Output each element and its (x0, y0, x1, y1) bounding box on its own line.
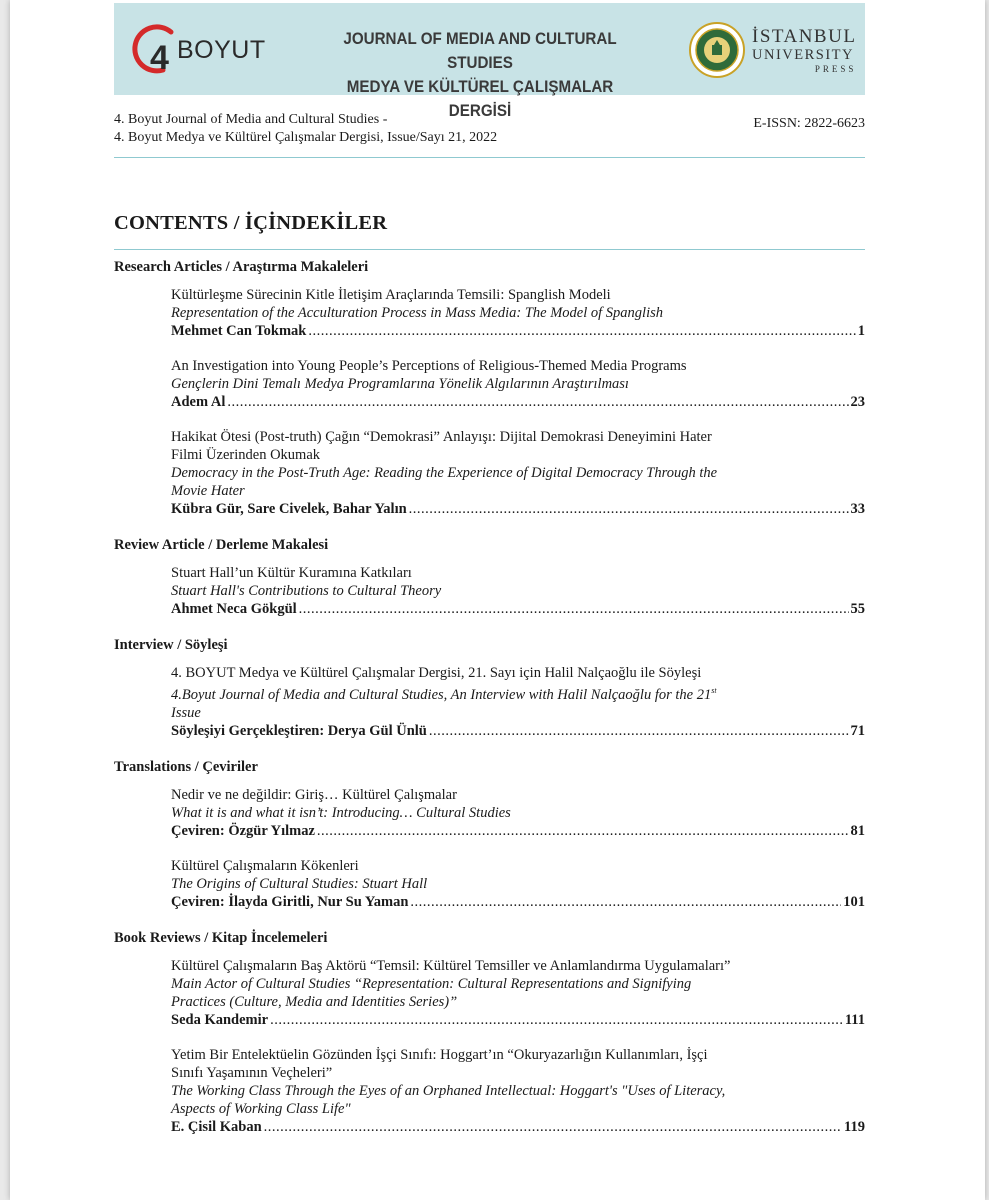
toc-entry[interactable] (171, 957, 865, 1029)
dot-leader (429, 722, 849, 740)
contents-title: CONTENTS / İÇİNDEKİLER (114, 212, 388, 234)
entry-page-number: 81 (850, 822, 865, 839)
entry-translation-text: Representation of the Acculturation Process in Mass Media: The Model of Spanglish (171, 305, 663, 321)
header-divider (114, 157, 865, 158)
entry-author-line (171, 500, 865, 518)
entry-translation (171, 1082, 865, 1100)
entry-translation (171, 304, 865, 322)
entry-translation-text: The Origins of Cultural Studies: Stuart Hall (171, 875, 428, 892)
entry-page-number: 71 (850, 722, 865, 739)
logo-numeral: 4 (150, 39, 169, 75)
entry-title: Kültürel Çalışmaların Kökenleri (171, 857, 359, 874)
journal-title (319, 27, 641, 123)
entry-author-line (171, 722, 865, 740)
entry-translation (171, 804, 865, 822)
dot-leader (299, 600, 849, 618)
entry-author-line (171, 893, 865, 911)
entry-translation-text: Democracy in the Post-Truth Age: Reading the Experience of Digital Democracy Through the (171, 465, 718, 481)
entry-authors: Adem Al (171, 394, 226, 410)
dot-leader (227, 393, 848, 411)
entry-author-line (171, 600, 865, 618)
journal-title-tr: MEDYA VE KÜLTÜREL ÇALIŞMALAR DERGİSİ (346, 78, 614, 120)
journal-title-en: JOURNAL OF MEDIA AND CULTURAL STUDIES (343, 30, 617, 72)
section-title: Book Reviews / Kitap İncelemeleri (114, 929, 328, 946)
entry-authors: Çeviren: İlayda Giritli, Nur Su Yaman (171, 893, 409, 910)
entry-page-number: 23 (850, 394, 865, 410)
entry-authors: Ahmet Neca Gökgül (171, 601, 297, 617)
entry-translation-text: What it is and what it isn’t: Introducing… Cultural Studies (171, 804, 511, 821)
entry-translation-text: Practices (Culture, Media and Identities Series)” (171, 993, 458, 1010)
entry-page-number: 55 (850, 601, 865, 617)
entry-title: 4. BOYUT Medya ve Kültürel Çalışmalar Dergisi, 21. Sayı için Halil Nalçaoğlu ile Söyleşi (171, 665, 702, 681)
ordinal-superscript: st (711, 686, 717, 695)
entry-title: Hakikat Ötesi (Post-truth) Çağın “Demokrasi” Anlayışı: Dijital Demokrasi Deneyimini Hater (171, 429, 712, 445)
entry-authors: Mehmet Can Tokmak (171, 323, 307, 339)
entry-translation-text: Issue (171, 704, 201, 721)
entry-author-line (171, 322, 865, 340)
entry-translation (171, 704, 865, 722)
contents-divider (114, 249, 865, 250)
dot-leader (270, 1011, 843, 1029)
press-line-1: İSTANBUL (752, 26, 857, 47)
entry-page-number: 1 (857, 323, 865, 339)
toc-entry[interactable] (171, 357, 865, 411)
entry-page-number: 101 (843, 893, 865, 910)
entry-translation (171, 975, 865, 993)
entry-title: Kültürleşme Sürecinin Kitle İletişim Araçlarında Temsili: Spanglish Modeli (171, 287, 611, 303)
entry-author-line (171, 393, 865, 411)
running-head (114, 111, 497, 147)
section-title: Review Article / Derleme Makalesi (114, 537, 329, 553)
entry-title: Stuart Hall’un Kültür Kuramına Katkıları (171, 565, 412, 581)
entry-translation-text: Main Actor of Cultural Studies “Representation: Cultural Representations and Signifying (171, 975, 692, 992)
dot-leader (264, 1118, 842, 1136)
entry-title: Nedir ve ne değildir: Giriş… Kültürel Çalışmalar (171, 786, 457, 803)
entry-authors: Söyleşiyi Gerçekleştiren: Derya Gül Ünlü (171, 722, 427, 739)
eissn: E-ISSN: 2822-6623 (753, 116, 865, 131)
dot-leader (317, 822, 849, 840)
entry-translation-text: 4.Boyut Journal of Media and Cultural Studies, An Interview with Halil Nalçaoğlu for the 21 (171, 686, 712, 703)
entry-title: Sınıfı Yaşamının Veçheleri” (171, 1064, 333, 1081)
entry-translation (171, 993, 865, 1011)
section-title: Research Articles / Araştırma Makaleleri (114, 259, 369, 275)
entry-page-number: 111 (844, 1011, 865, 1028)
entry-translation (171, 1100, 865, 1118)
section-title: Translations / Çeviriler (114, 758, 258, 775)
toc-entry[interactable] (171, 286, 865, 340)
entry-title: Filmi Üzerinden Okumak (171, 447, 321, 463)
entry-translation (171, 682, 865, 704)
entry-authors: Seda Kandemir (171, 1011, 269, 1028)
toc-entry[interactable] (171, 786, 865, 840)
entry-authors: Kübra Gür, Sare Civelek, Bahar Yalın (171, 501, 407, 517)
entry-authors: Çeviren: Özgür Yılmaz (171, 822, 315, 839)
running-head-line-1: 4. Boyut Journal of Media and Cultural Studies - (114, 112, 388, 127)
entry-title: An Investigation into Young People’s Perceptions of Religious-Themed Media Programs (171, 358, 687, 374)
entry-author-line (171, 1118, 865, 1136)
entry-translation (171, 875, 865, 893)
toc-entry[interactable] (171, 857, 865, 911)
entry-page-number: 119 (844, 1118, 865, 1135)
running-head-line-2: 4. Boyut Medya ve Kültürel Çalışmalar Dergisi, Issue/Sayı 21, 2022 (114, 130, 498, 145)
entry-translation-text: Movie Hater (171, 483, 245, 499)
university-press-logo (752, 26, 856, 75)
dot-leader (308, 322, 855, 340)
entry-page-number: 33 (850, 501, 865, 517)
dot-leader (409, 500, 849, 518)
entry-translation (171, 464, 865, 482)
entry-title: Yetim Bir Entelektüelin Gözünden İşçi Sınıfı: Hoggart’ın “Okuryazarlığın Kullanımları, İşçi (171, 1046, 708, 1063)
entry-title: Kültürel Çalışmaların Baş Aktörü “Temsil: Kültürel Temsiller ve Anlamlandırma Uygulamaları” (171, 957, 731, 974)
toc-entry[interactable] (171, 564, 865, 618)
entry-translation (171, 482, 865, 500)
entry-author-line (171, 1011, 865, 1029)
entry-translation-text: Stuart Hall's Contributions to Cultural Theory (171, 583, 442, 599)
press-line-2: UNIVERSITY (752, 47, 854, 63)
university-seal-icon (688, 21, 746, 79)
entry-translation-text: The Working Class Through the Eyes of an Orphaned Intellectual: Hoggart's "Uses of Literacy, (171, 1082, 726, 1099)
toc-entry[interactable] (171, 664, 865, 740)
entry-translation (171, 582, 865, 600)
entry-author-line (171, 822, 865, 840)
dot-leader (410, 893, 841, 911)
section-title: Interview / Söyleşi (114, 637, 228, 653)
press-line-3: PRESS (814, 64, 857, 74)
toc-entry[interactable] (171, 1046, 865, 1136)
entry-translation-text: Gençlerin Dini Temalı Medya Programlarına Yönelik Algılarının Araştırılması (171, 376, 629, 392)
entry-translation (171, 375, 865, 393)
logo-text: BOYUT (177, 36, 266, 64)
toc-entry[interactable] (171, 428, 865, 518)
table-of-contents (114, 258, 865, 1154)
entry-authors: E. Çisil Kaban (171, 1118, 262, 1135)
entry-translation-text: Aspects of Working Class Life" (171, 1100, 351, 1117)
